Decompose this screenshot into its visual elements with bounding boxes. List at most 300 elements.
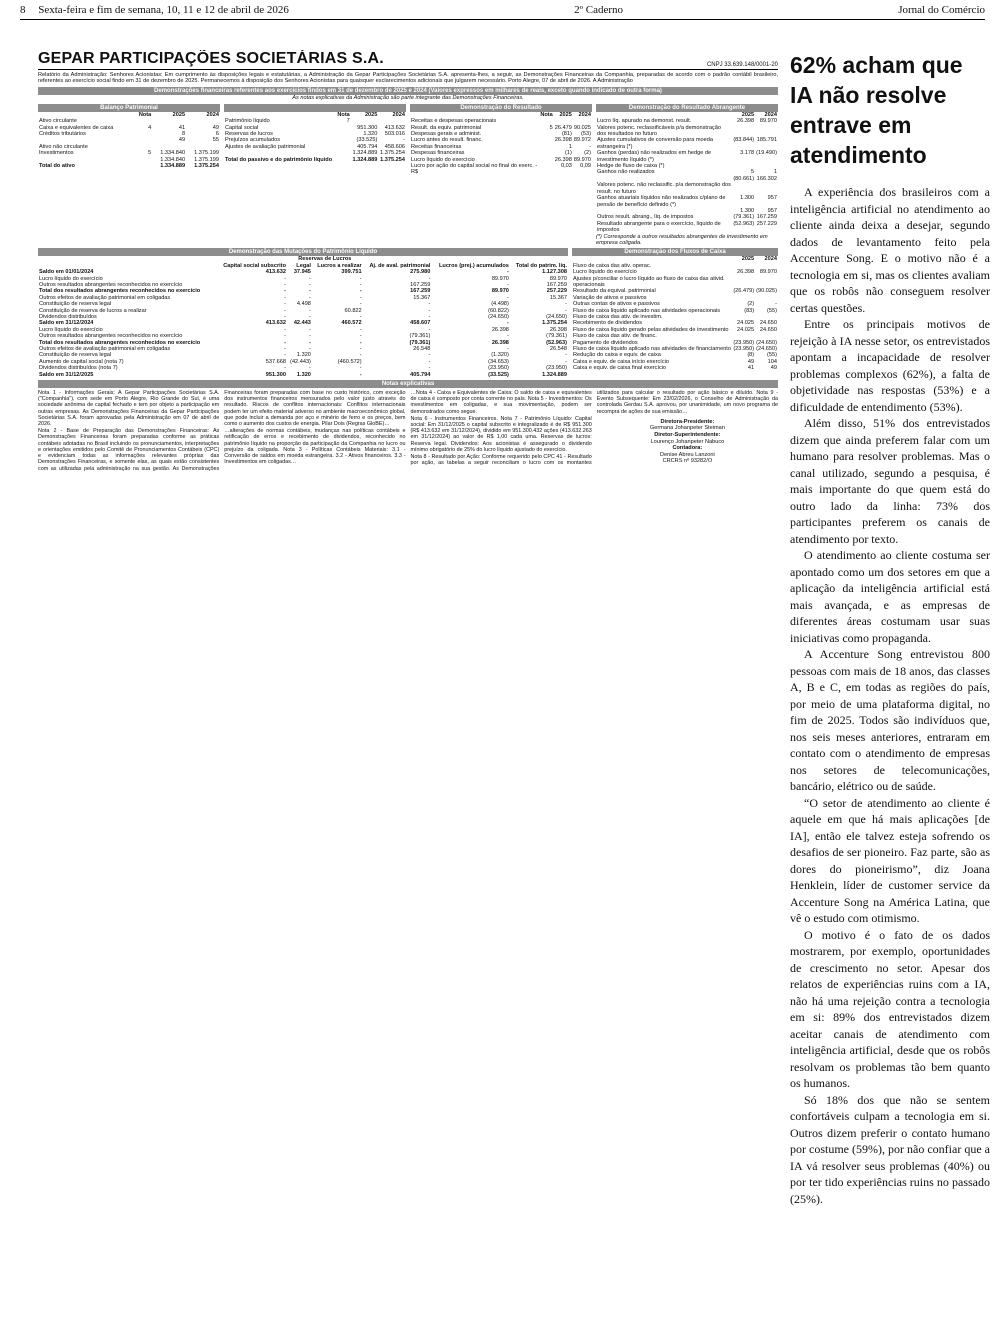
table-cell: Saldo em 31/12/2025	[39, 371, 94, 378]
table-cell: 1.375.254	[380, 156, 405, 163]
table-cell: -	[428, 314, 431, 320]
table-cell: 1.375.199	[194, 156, 219, 163]
table-cell: 257.229	[546, 288, 567, 295]
note-paragraph: Nota 8 - Resultado por Ação: Conforme requerido pelo CPC 41 - Resultado por ação, as tabelas a seguir reconciliam o lucro com os montantes utilizados para calcular o resultado por ação básico e diluído. Nota 9 - Evento Subsequente: Em 23/02/2026, o Conselho de Administração da controlada Gerdau S.A. aprovou, por unanimidade, um novo programa de recompra de ações de sua emissão…	[410, 390, 778, 467]
table-cell: 89.970	[491, 288, 509, 295]
table-cell: 1.127.308	[542, 269, 567, 276]
table-cell: Ajustes de avaliação patrimonial	[225, 143, 306, 150]
table-cell: -	[403, 137, 405, 144]
table-cell	[732, 182, 755, 195]
table-cell: Total do ativo	[39, 163, 75, 170]
table-cell: -	[507, 281, 509, 288]
table-cell: -	[428, 326, 431, 333]
table-cell: 460.572	[341, 320, 362, 327]
table-cell: Ajustes p/conciliar o lucro líquido ao fluxo de caixa das ativid. operacionais	[573, 275, 725, 288]
assets-table: Nota 2025 2024 Ativo circulante Caixa e equivalentes de caixa 4 41 49 Créditos tributários 8 6 49 55 Ativo não circulante Investimentos 5 1.334.840 1.375.199 1.334.840 1.375.199 Total do ativo 1.334.889 1.375.254	[39, 111, 219, 170]
table-cell: Caixa e equiv. de caixa início exercício	[573, 358, 669, 365]
table-cell: 7	[346, 118, 350, 125]
page-header	[20, 2, 985, 18]
comprehensive-table: 2025 2024 Lucro líq. apurado na demonst. result. 26.398 89.970 Valores potenc. reclassificáveis p/a demonstração dos resultados no futuro Ajustes cumulativos de conversão para moeda estrangeira (*) (83.844) 185.791 Ganhos (perdas) não realizados em hedge de investimento líquido (*) 3.178 (19.490) Hedge de fluxo de caixa (*) Ganhos não realizados 5 1 (80.661) 166.302 Valores potenc. não reclassific. p/a demonstração dos result. no futuro Ganhos atuariais líquidos não realizados c/plano de pensão de benefício definido (*) 1.300 957 1.300 957 Outros result. abrang., líq. de impostos (79.361) 167.259 Resultado abrangente para o exercício, líquido de impostos (52.963) 257.229	[597, 111, 777, 234]
cnpj: CNPJ 33.639.148/0001-20	[706, 61, 778, 68]
table-row	[572, 365, 778, 371]
table-cell: Pagamento de dividendos	[573, 339, 638, 346]
table-cell: 957	[767, 207, 777, 214]
column-header: Lucros a realizar	[317, 262, 362, 269]
column-header: Lucros (prej.) acumulados	[438, 262, 509, 269]
table-cell: 90.025	[573, 124, 591, 131]
cash-flow-table: 2025 2024 Fluxo de caixa das ativ. operac. Lucro líquido do exercício 26.398 89.970 Ajustes p/conciliar o lucro líquido ao fluxo de caixa das ativid. operacionais Resultado da equival. patrimonial (26.479) (90.025) Variação de ativos e passivos Outras contas de ativos e passivos (2) - Fluxo de caixa líquido aplicado nas atividades operacionais (83) (55) Fluxo de caixa das ativ. de investim. Recebimento de dividendos 24.025 24.650 Fluxo de caixa líquido gerado pelas atividades de investimento 24.025 24.650 Fluxo de caixa das ativ. de financ. Pagamento de dividendos (23.950) (24.650) Fluxo de caixa líquido aplicado nas atividades de financiamento (23.950) (24.650) Redução do caixa e equiv. de caixa (8) (55) Caixa e equiv. de caixa início exercício 49 104 Caixa e equiv. de caixa final exercício 41 49	[573, 256, 777, 372]
table-cell: (1.320)	[491, 352, 509, 359]
table-cell: 1.334.840	[160, 156, 186, 163]
table-cell: 275.980	[410, 269, 431, 276]
table-cell: Valores potenc. não reclassific. p/a demonstração dos result. no futuro	[597, 182, 731, 195]
table-cell: 1.375.254	[380, 150, 405, 157]
table-cell: 399.751	[341, 269, 362, 276]
table-cell: -	[507, 269, 509, 276]
table-cell: 26.548	[549, 346, 567, 353]
management-report: Relatório da Administração: Senhores Acionistas: Em cumprimento às disposições legais e estatutárias, a Administração da Gepar Participações Societárias S.A. apresenta-lhes, a seguir, as Demonstrações Financeiras da Companhia, preparadas de acordo com o padrão contábil brasileiro, referentes ao exercício social findo em 31 de dezembro de 2025. Permanecemos à disposição dos Senhores Acionistas para quaisquer esclarecimentos adicionais que julgarem necessário. Porto Alegre, 07 de abril de 2026. A Administração	[38, 72, 778, 85]
explanatory-notes	[38, 390, 778, 472]
table-row	[596, 150, 778, 163]
table-cell: (33.525)	[488, 371, 509, 378]
table-cell: 26.398	[554, 137, 572, 144]
table-cell: 257.229	[756, 220, 777, 227]
table-cell: 55	[212, 137, 219, 144]
table-cell: 104	[767, 358, 777, 365]
balance-sheet-title: Balanço Patrimonial	[38, 104, 220, 112]
table-cell: -	[359, 294, 362, 301]
table-cell: 89.970	[491, 275, 509, 282]
table-row	[596, 195, 778, 208]
note-paragraph: Nota 1 - Informações Gerais: A Gepar Participações Societárias S.A. ("Companhia"), com sede em Porto Alegre, Rio Grande do Sul, é uma sociedade anônima de capital fechado e tem por objeto a participação em outras empresas. As Demonstrações Financeiras da Gepar Participações Societárias S.A. foram aprovadas pela Administração em 07 de abril de 2026.	[38, 390, 220, 428]
table-cell: Lucro líquido do exercício	[573, 269, 637, 276]
table-cell: 1.324.889	[352, 150, 378, 157]
newspaper-name: Jornal do Comércio	[898, 4, 985, 16]
table-cell	[336, 157, 351, 163]
table-cell: -	[565, 307, 567, 314]
equity-changes-statement	[38, 248, 568, 378]
article-paragraph: Além disso, 51% dos entrevistados dizem que ainda preferem falar com um humano para resolver problemas. Mas o canal utilizado, segundo a pesquisa, é mais importante do que quem está do outro lado da linha: 73% dos participantes preferem os canais de atendimento por texto.	[790, 416, 990, 546]
ad-title-bar	[38, 50, 778, 70]
table-cell: -	[284, 281, 286, 288]
table-cell: Outros efeitos de avaliação patrimonial em coligadas	[39, 294, 171, 301]
table-cell: -	[359, 275, 362, 282]
table-row	[596, 118, 778, 124]
income-statement	[410, 104, 592, 247]
table-cell: -	[359, 371, 362, 378]
column-header: Total do patrim. líq.	[515, 262, 567, 269]
table-cell: -	[284, 326, 286, 333]
table-cell: 957	[767, 195, 777, 202]
table-cell: (460.572)	[337, 358, 362, 365]
table-cell	[539, 163, 553, 176]
table-cell: 1.324.889	[352, 156, 378, 163]
table-cell: 15.367	[413, 294, 431, 301]
table-cell: (23.950)	[733, 339, 755, 346]
table-cell	[755, 276, 778, 289]
table-cell: 0,09	[580, 163, 591, 170]
table-cell: 951.300	[357, 124, 378, 131]
table-cell: -	[589, 143, 591, 150]
article-paragraph: “O setor de atendimento ao cliente é aquele em que há mais aplicações [de IA], então ele talvez esteja sofrendo os desafios de ser pioneiro. Faz parte, são as dores do pioneirismo”, diz Joana Henklein, líder de customer service da Accenture Song na América Latina, que vê o estudo com otimismo.	[790, 795, 990, 925]
table-cell: 413.632	[265, 269, 286, 276]
table-cell: Constituição de reserva de lucros a realizar	[39, 307, 147, 314]
table-row	[38, 372, 568, 378]
table-cell: (2)	[747, 301, 755, 308]
table-cell: 458.607	[410, 320, 431, 327]
table-cell: Ganhos atuariais líquidos não realizados c/plano de pensão de benefício definido (*)	[597, 195, 726, 208]
table-cell	[732, 125, 755, 138]
table-cell: 3.178	[740, 150, 755, 157]
table-cell: -	[309, 307, 311, 314]
table-cell: 15.367	[549, 294, 567, 301]
table-cell: 5	[549, 124, 553, 131]
table-cell: -	[284, 301, 286, 308]
table-cell: Créditos tributários	[39, 131, 86, 138]
income-table: Nota 2025 2024 Receitas e despesas operacionais Result. da equiv. patrimonial 5 26.479 90.025 Despesas gerais e administ. (81) (53) Lucro antes do result. financ. 26.398 89.972 Receitas financeiras 1 - Despesas financeiras (1) (2) Lucro líquido do exercício 26.398 89.970 Lucro por ação do capital social no final do exerc. - R$ 0,03 0,09	[411, 111, 591, 176]
table-cell: (23.950)	[546, 365, 567, 372]
table-cell: 26.548	[413, 346, 431, 353]
table-cell: (79.361)	[546, 333, 567, 340]
table-cell: -	[309, 326, 311, 333]
table-cell: Redução do caixa e equiv. de caixa	[573, 352, 661, 359]
table-cell: 951.300	[265, 371, 286, 378]
table-cell: Outros efeitos de avaliação patrimonial em coligadas	[39, 346, 171, 353]
table-cell: 26.398	[737, 269, 755, 276]
table-cell: (79.361)	[409, 333, 431, 340]
table-cell: -	[309, 339, 311, 346]
table-cell: -	[309, 365, 311, 372]
table-cell: (55)	[767, 352, 777, 359]
table-cell: Fluxo de caixa das ativ. operac.	[573, 262, 652, 269]
table-cell: 49	[178, 137, 186, 144]
table-cell: Outros resultados abrangentes reconhecidos no exercício	[39, 333, 183, 340]
table-cell: 1.300	[740, 207, 755, 214]
table-cell: -	[565, 352, 567, 359]
table-cell: 405.794	[410, 371, 431, 378]
article-paragraph: O atendimento ao cliente costuma ser apontado como um dos setores em que a aplicação da inteligência artificial está mais avançada, e as empresas de diferentes áreas costumam usar suas iniciativas como propaganda.	[790, 548, 990, 645]
table-cell: (83.844)	[733, 137, 755, 144]
article-paragraph: A experiência dos brasileiros com a inteligência artificial no atendimento ao cliente ainda deixa a desejar, segundo dados de levantamento feito pela Accenture Song. E o motivo não é a tecnologia em si, mas os clientes avaliam que os robôs não conseguem resolver certas questões.	[790, 185, 990, 315]
table-cell: 1	[773, 169, 777, 176]
table-cell: (8)	[747, 352, 755, 359]
balance-sheet-equity	[224, 104, 406, 247]
table-cell: 1.375.254	[542, 320, 567, 327]
table-cell: 1.300	[740, 195, 755, 202]
table-cell: (90.025)	[756, 288, 777, 295]
table-cell: -	[428, 275, 431, 282]
table-cell	[755, 125, 778, 138]
section-name: 2º Caderno	[574, 4, 624, 16]
table-cell: 24.650	[759, 320, 777, 327]
table-cell: (34.653)	[488, 358, 509, 365]
table-cell: -	[284, 275, 286, 282]
table-cell: (60.822)	[488, 307, 509, 314]
table-cell: Ganhos não realizados	[597, 169, 655, 176]
table-cell: Ativo circulante	[39, 118, 77, 125]
table-cell: -	[428, 301, 431, 308]
column-header: Legal	[296, 262, 311, 269]
table-cell: (23.950)	[733, 346, 755, 353]
table-cell: -	[284, 294, 286, 301]
table-cell: 26.398	[554, 156, 572, 163]
table-cell: -	[359, 352, 362, 359]
table-cell: 1.324.889	[542, 371, 567, 378]
table-cell: -	[775, 301, 777, 308]
balance-sheet-title-2	[224, 104, 406, 112]
table-cell: -	[284, 314, 286, 320]
table-cell: -	[507, 333, 509, 340]
table-cell: Constituição de reserva legal	[39, 301, 112, 308]
table-cell: Despesas financeiras	[411, 150, 465, 157]
table-cell: -	[284, 346, 286, 353]
table-cell: 89.970	[759, 118, 777, 125]
table-cell: Dividendos distribuídos	[39, 314, 97, 320]
table-cell: -	[359, 339, 362, 346]
table-cell: (33.525)	[356, 137, 378, 144]
table-cell: Total dos resultados abrangentes reconhecidos no exercício	[39, 339, 201, 346]
table-cell	[732, 276, 755, 289]
table-cell: (83)	[744, 307, 755, 314]
table-cell: -	[309, 314, 311, 320]
table-cell: 413.632	[384, 124, 405, 131]
table-cell: -	[428, 358, 431, 365]
table-cell: 167.259	[756, 214, 777, 221]
cash-flow-statement	[572, 248, 778, 378]
table-cell: -	[359, 314, 362, 320]
table-cell: Caixa e equiv. de caixa final exercício	[573, 365, 667, 372]
comprehensive-income-title: Demonstração do Resultado Abrangente	[596, 104, 778, 112]
table-cell: 1.320	[296, 352, 311, 359]
table-cell: -	[309, 275, 311, 282]
table-cell: Result. da equiv. patrimonial	[411, 124, 482, 131]
table-cell: 167.259	[410, 288, 431, 295]
table-cell: (53)	[581, 131, 591, 138]
table-cell: Resultado abrangente para o exercício, líquido de impostos	[597, 220, 721, 234]
news-article	[790, 50, 990, 1340]
cash-flow-title: Demonstração dos Fluxos de Caixa	[572, 248, 778, 256]
table-cell: 1.334.840	[160, 150, 186, 157]
table-cell: -	[359, 333, 362, 340]
article-paragraph: Só 18% dos que não se sentem confortáveis culpam a tecnologia em si. Outros dizem preferir o contato humano por costume (59%), por não confiar que a IA vá resolver seus problemas (40%) ou por ter tido experiências ruins no passado (25%).	[790, 1092, 990, 1206]
table-cell: Constituição de reserva legal	[39, 352, 112, 359]
table-cell: -	[284, 333, 286, 340]
column-header: Aj. de aval. patrimonial	[369, 262, 431, 269]
table-cell: -	[309, 288, 311, 295]
table-cell: Saldo em 01/01/2024	[39, 269, 94, 276]
notes-title: Notas explicativas	[38, 380, 778, 388]
table-cell: Lucro líquido do exercício	[411, 156, 475, 163]
table-cell: Receitas e despesas operacionais	[411, 118, 497, 125]
table-cell: (79.361)	[409, 339, 431, 346]
table-cell: (80.661)	[733, 175, 755, 182]
note-paragraph: …alterações de normas contábeis, mudanças nas políticas contábeis e retificação de erros e recebimento de dividendos, reconhecido no patrimônio líquido na proporção da participação da Companhia no lucro ou prejuízo da coligada. Nota 3 - Políticas Contábeis Materiais: 3.1 - Conversão de saldos em moeda estrangeira. 3.2 - Ativos financeiros. 3.3 - Investimentos em coligadas…	[224, 428, 406, 466]
table-cell: Outros resultados abrangentes reconhecidos no exercício	[39, 281, 183, 288]
table-cell: Aumento de capital social (nota 7)	[39, 358, 124, 365]
table-cell: Lucro por ação do capital social no final do exerc. - R$	[411, 163, 538, 176]
note-paragraph: …Nota 4 - Caixa e Equivalentes de Caixa: O saldo de caixa e equivalentes de caixa é composto por conta corrente no país. Nota 5 - Investimentos: Os investimentos em coligadas, e sua movimentação, podem ser demonstrados como segue.	[410, 390, 592, 415]
table-cell: -	[359, 281, 362, 288]
comprehensive-footnote: (*) Corresponde a outros resultados abrangentes de investimento em empresa coligada.	[596, 233, 768, 246]
table-row	[596, 221, 778, 234]
table-cell: -	[565, 301, 567, 308]
table-cell: 49	[212, 124, 219, 131]
table-cell: Caixa e equivalentes de caixa	[39, 124, 114, 131]
table-cell: (2)	[584, 150, 591, 157]
table-cell: Patrimônio líquido	[225, 118, 270, 125]
table-cell: -	[565, 358, 567, 365]
table-cell: -	[359, 288, 362, 295]
table-cell: -	[309, 333, 311, 340]
table-cell: 26.398	[549, 326, 567, 333]
table-cell: 458.606	[384, 143, 405, 150]
table-cell: 5	[751, 169, 755, 176]
balance-sheet-assets	[38, 104, 220, 247]
table-cell: Reservas de lucros	[225, 131, 273, 138]
table-cell: Despesas gerais e administ.	[411, 131, 482, 138]
table-cell: -	[284, 339, 286, 346]
note-paragraph: Nota 6 - Instrumentos Financeiros. Nota 7 - Patrimônio Líquido: Capital social: Em 31/12/2025 o capital subscrito e integralizado é de R$ 951.300 (R$ 413.632 em 31/12/2024), dividido em 951.300.432 ações (413.632.263 em 31/12/2024) ao valor de R$ 1,00 cada uma. Reservas de lucros: Reserva legal. Dividendos: Aos acionistas é assegurado o dividendo mínimo obrigatório de 25% do lucro líquido ajustado do exercício.	[410, 415, 592, 453]
comprehensive-income	[596, 104, 778, 247]
table-cell: (19.490)	[756, 150, 777, 157]
table-cell: (42.443)	[290, 358, 311, 365]
table-cell: (1)	[565, 150, 572, 157]
header-rule	[20, 19, 985, 20]
table-cell: 4	[148, 124, 152, 131]
table-cell: Lucro líq. apurado na demonst. result.	[597, 118, 692, 125]
table-cell: -	[359, 301, 362, 308]
table-cell: 89.970	[573, 156, 591, 163]
table-cell: Fluxo de caixa líquido gerado pelas atividades de investimento	[573, 326, 729, 333]
table-cell: Total dos resultados abrangentes reconhecidos no exercício	[39, 288, 201, 295]
table-row	[596, 182, 778, 195]
table-row	[224, 157, 406, 163]
table-cell: 26.398	[737, 118, 755, 125]
table-cell: -	[428, 365, 431, 372]
table-cell: (52.963)	[733, 220, 755, 227]
table-cell: -	[428, 307, 431, 314]
table-cell: Ganhos (perdas) não realizados em hedge de investimento líquido (*)	[597, 150, 712, 163]
table-row	[572, 276, 778, 289]
table-cell: 26.398	[491, 339, 509, 346]
table-cell: (81)	[561, 131, 572, 138]
statements-banner: Demonstrações financeiras referentes aos exercícios findos em 31 de dezembro de 2025 e 2024 (Valores expressos em milhares de reais, exceto quando indicado de outra forma)	[38, 87, 778, 95]
table-cell: Prejuízos acumulados	[225, 137, 281, 144]
table-cell: 41	[747, 365, 755, 372]
table-cell: -	[284, 307, 286, 314]
table-cell: (4.498)	[491, 301, 509, 308]
table-cell: 49	[747, 358, 755, 365]
top-statements-row	[38, 104, 778, 247]
table-cell: (24.650)	[756, 346, 777, 353]
company-name: GEPAR PARTICIPAÇÕES SOCIETÁRIAS S.A.	[38, 50, 384, 67]
equity-changes-table: Reservas de Lucros Capital social subscrito Legal Lucros a realizar Aj. de aval. patrimonial Lucros (prej.) acumulados Total do patrim. líq. Saldo em 01/01/2024 413.632 37.945 399.751 275.980 - 1.127.308 Lucro líquido do exercício - - - - 89.970 89.970 Outros resultados abrangentes reconhecidos no exercício - - - 167.259 - 167.259 Total dos resultados abrangentes reconhecidos no exercício - - - 167.259 89.970 257.229 Outros efeitos de avaliação patrimonial em coligadas - - - 15.367 - 15.367 Constituição de reserva legal - 4.498 - - (4.498) - Constituição de reserva de lucros a realizar - - 60.822 - (60.822) - Dividendos distribuídos - - - - (24.650) (24.650) Saldo em 31/12/2024 413.632 42.443 460.572 458.607 - 1.375.254 Lucro líquido do exercício - - - - 26.398 26.398 Outros resultados abrangentes reconhecidos no exercício - - - (79.361) - (79.361) Total dos resultados abrangentes reconhecidos no exercício - - - (79.361) 26.398 (52.963) Outros efeitos de avaliação patrimonial em coligadas - - - 26.548 - 26.548 Constituição de reserva legal - 1.320 - - (1.320) - Aumento de capital social (nota 7) 537.668 (42.443) (460.572) - (34.653) - Dividendos distribuídos (nota 7) - - - - (23.950) (23.950) Saldo em 31/12/2025 951.300 1.320 - 405.794 (33.525) 1.324.889	[39, 256, 567, 378]
table-cell: 1.320	[296, 371, 311, 378]
table-cell: 6	[215, 131, 219, 138]
table-cell: 24.650	[759, 326, 777, 333]
statements-banner-sub: As notas explicativas da Administração são parte integrante das Demonstrações Financeiras.	[292, 94, 524, 101]
table-cell: Variação de ativos e passivos	[573, 294, 647, 301]
article-body	[790, 184, 990, 1207]
table-cell: 37.945	[293, 269, 311, 276]
table-cell: 24.025	[737, 326, 755, 333]
table-cell: Fluxo de caixa líquido aplicado nas atividades de financiamento	[573, 346, 731, 353]
table-cell: Hedge de fluxo de caixa (*)	[597, 163, 665, 170]
table-cell: Recebimento de dividendos	[573, 320, 643, 327]
table-row	[596, 214, 778, 220]
table-cell: 89.972	[573, 137, 591, 144]
table-cell: 0,03	[561, 163, 572, 170]
table-cell: Fluxo de caixa líquido aplicado nas atividades operacionais	[573, 307, 721, 314]
table-cell: 166.302	[756, 175, 777, 182]
page-number: 8	[20, 4, 26, 16]
table-cell: 185.791	[756, 137, 777, 144]
table-cell: (55)	[767, 307, 777, 314]
table-cell: -	[284, 288, 286, 295]
table-cell: -	[309, 281, 311, 288]
article-paragraph: O motivo é o fato de os dados mostrarem, por exemplo, oportunidades de crescimento no setor. Apesar dos relatos de experiências ruins com a IA, não há uma rejeição contra a tecnologia em si: 89% dos entrevistados dizem aceitar canais de atendimento com inteligência artificial, desde que os robôs resolvam os problemas tão bem quanto os humanos.	[790, 927, 990, 1090]
table-cell: (24.650)	[546, 314, 567, 320]
table-cell: 60.822	[344, 307, 362, 314]
equity-changes-title: Demonstração das Mutações do Patrimônio Líquido	[38, 248, 568, 256]
table-cell: -	[359, 365, 362, 372]
table-cell: Valores potenc. reclassificáveis p/a demonstração dos resultados no futuro	[597, 124, 721, 138]
table-cell: (52.963)	[546, 339, 567, 346]
table-cell: 24.025	[737, 320, 755, 327]
table-cell: 42.443	[293, 320, 311, 327]
table-cell: 503.016	[384, 131, 405, 138]
table-cell: -	[428, 352, 431, 359]
article-paragraph: A Accenture Song entrevistou 800 pessoas com mais de 18 anos, das classes A, B e C, em todas as regiões do país, por meio de uma plataforma digital, no fim de 2025. Todos são indivíduos que, nos seis meses anteriores, entraram em contato com o atendimento de empresas nos setores de telecomunicações, bancário, elétrico ou de saúde.	[790, 647, 990, 793]
table-cell: 4.498	[296, 301, 311, 308]
table-cell: Total do passivo e do patrimônio líquido	[225, 156, 333, 163]
table-cell: Resultado da equival. patrimonial	[573, 288, 656, 295]
table-cell: (79.361)	[733, 214, 755, 221]
table-row	[410, 163, 592, 176]
table-cell: 1.375.199	[194, 150, 219, 157]
table-cell: 5	[148, 150, 152, 157]
edition-date: Sexta-feira e fim de semana, 10, 11 e 12 de abril de 2026	[38, 4, 289, 16]
table-cell	[134, 163, 152, 169]
table-cell: (23.950)	[488, 365, 509, 372]
article-paragraph: Entre os principais motivos de rejeição à IA nesse setor, os entrevistados apontam a incapacidade de resolver problemas complexos (62%), a falta de objetividade nas respostas (53%) e a dificuldade de entendimento (53%).	[790, 317, 990, 414]
table-cell: 537.668	[265, 358, 286, 365]
table-cell: -	[359, 346, 362, 353]
table-cell: 1.320	[363, 131, 378, 138]
table-cell: 1.334.889	[160, 163, 186, 170]
table-cell: 405.794	[357, 143, 378, 150]
table-cell: -	[507, 320, 509, 327]
table-cell: Outros result. abrang., líq. de impostos	[597, 214, 694, 221]
table-cell: -	[309, 294, 311, 301]
column-header: Capital social subscrito	[223, 262, 286, 269]
table-cell: Ativo não circulante	[39, 143, 88, 150]
table-cell: 1.375.254	[194, 163, 219, 170]
financial-statements-ad	[38, 50, 778, 1340]
table-cell: Lucro líquido do exercício	[39, 275, 103, 282]
middle-statements-row	[38, 248, 778, 378]
table-cell: Ajustes cumulativos de conversão para moeda estrangeira (*)	[597, 137, 713, 150]
table-cell: 413.632	[265, 320, 286, 327]
table-cell: 167.259	[546, 281, 567, 288]
liabilities-table: Nota 2025 2024 Patrimônio líquido 7 Capital social 951.300 413.632 Reservas de lucros 1.320 503.016 Prejuízos acumulados (33.525) - Ajustes de avaliação patrimonial 405.794 458.606 1.324.889 1.375.254 Total do passivo e do patrimônio líquido 1.324.889 1.375.254	[225, 111, 405, 163]
table-cell: Capital social	[225, 124, 259, 131]
table-cell: Outras contas de ativos e passivos	[573, 301, 660, 308]
table-cell: 1	[568, 143, 572, 150]
table-cell: 26.398	[491, 326, 509, 333]
table-cell: (24.650)	[756, 339, 777, 346]
income-statement-title: Demonstração do Resultado	[410, 104, 592, 112]
